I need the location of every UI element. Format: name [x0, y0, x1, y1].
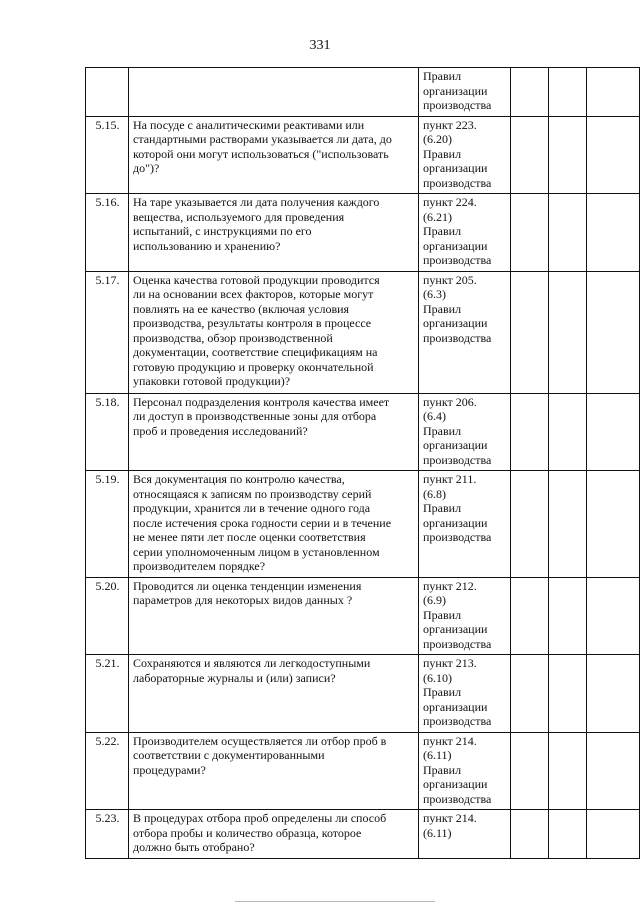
- note-cell: [587, 271, 640, 393]
- question-cell: [129, 68, 419, 117]
- note-cell: [587, 732, 640, 810]
- reference-cell: пункт 214. (6.11): [419, 810, 511, 859]
- note-cell: [587, 655, 640, 733]
- item-number: 5.23.: [86, 810, 129, 859]
- table-row: [86, 271, 640, 393]
- answer-no-cell: [549, 655, 587, 733]
- answer-yes-cell: [511, 271, 549, 393]
- answer-yes-cell: [511, 116, 549, 194]
- item-number: 5.16.: [86, 194, 129, 272]
- answer-no-cell: [549, 194, 587, 272]
- table-row: [86, 732, 640, 810]
- table-row: [86, 68, 640, 117]
- reference-cell: пункт 224. (6.21) Правил организации производства: [419, 194, 511, 272]
- answer-no-cell: [549, 732, 587, 810]
- note-cell: [587, 810, 640, 859]
- answer-yes-cell: [511, 732, 549, 810]
- answer-yes-cell: [511, 471, 549, 578]
- table-row: [86, 810, 640, 859]
- answer-no-cell: [549, 393, 587, 471]
- reference-cell: пункт 223. (6.20) Правил организации производства: [419, 116, 511, 194]
- item-number: 5.18.: [86, 393, 129, 471]
- question-cell: Оценка качества готовой продукции проводится ли на основании всех факторов, которые могут повлиять на ее качество (включая условия производства, результаты контроля в процессе производства, обзор производственной документации, соответствие спецификациям на готовую продукцию и проверку окончательной упаковки готовой продукции)?: [129, 271, 419, 393]
- note-cell: [587, 116, 640, 194]
- note-cell: [587, 68, 640, 117]
- answer-no-cell: [549, 577, 587, 655]
- question-cell: Производителем осуществляется ли отбор проб в соответствии с документированными процедурами?: [129, 732, 419, 810]
- item-number: 5.21.: [86, 655, 129, 733]
- note-cell: [587, 577, 640, 655]
- note-cell: [587, 471, 640, 578]
- answer-yes-cell: [511, 810, 549, 859]
- reference-cell: пункт 212. (6.9) Правил организации производства: [419, 577, 511, 655]
- answer-yes-cell: [511, 655, 549, 733]
- answer-yes-cell: [511, 577, 549, 655]
- question-cell: Вся документация по контролю качества, относящаяся к записям по производству серий продукции, хранится ли в течение одного года после истечения срока годности серии и в течение не менее пяти лет после оценки соответствия серии уполномоченным лицом в установленном производителем порядке?: [129, 471, 419, 578]
- page-number: 331: [309, 38, 331, 53]
- table-row: [86, 471, 640, 578]
- reference-cell: Правил организации производства: [419, 68, 511, 117]
- reference-cell: пункт 206. (6.4) Правил организации производства: [419, 393, 511, 471]
- reference-cell: пункт 211. (6.8) Правил организации производства: [419, 471, 511, 578]
- answer-yes-cell: [511, 393, 549, 471]
- table-row: [86, 655, 640, 733]
- reference-cell: пункт 205. (6.3) Правил организации производства: [419, 271, 511, 393]
- table-row: [86, 116, 640, 194]
- item-number: 5.15.: [86, 116, 129, 194]
- table-row: [86, 194, 640, 272]
- question-cell: В процедурах отбора проб определены ли способ отбора пробы и количество образца, которое должно быть отобрано?: [129, 810, 419, 859]
- item-number: 5.19.: [86, 471, 129, 578]
- answer-no-cell: [549, 271, 587, 393]
- question-cell: Персонал подразделения контроля качества имеет ли доступ в производственные зоны для отбора проб и проведения исследований?: [129, 393, 419, 471]
- question-cell: Проводится ли оценка тенденции изменения параметров для некоторых видов данных ?: [129, 577, 419, 655]
- question-cell: На таре указывается ли дата получения каждого вещества, используемого для проведения испытаний, с инструкциями по его использованию и хранению?: [129, 194, 419, 272]
- reference-cell: пункт 214. (6.11) Правил организации производства: [419, 732, 511, 810]
- answer-no-cell: [549, 116, 587, 194]
- answer-no-cell: [549, 471, 587, 578]
- answer-no-cell: [549, 810, 587, 859]
- answer-no-cell: [549, 68, 587, 117]
- note-cell: [587, 393, 640, 471]
- item-number: 5.17.: [86, 271, 129, 393]
- reference-cell: пункт 213. (6.10) Правил организации производства: [419, 655, 511, 733]
- answer-yes-cell: [511, 194, 549, 272]
- item-number: [86, 68, 129, 117]
- item-number: 5.20.: [86, 577, 129, 655]
- scan-edge-line: [235, 901, 435, 902]
- table-row: [86, 393, 640, 471]
- item-number: 5.22.: [86, 732, 129, 810]
- question-cell: Сохраняются и являются ли легкодоступными лабораторные журналы и (или) записи?: [129, 655, 419, 733]
- note-cell: [587, 194, 640, 272]
- table-row: [86, 577, 640, 655]
- question-cell: На посуде с аналитическими реактивами или стандартными растворами указывается ли дата, до которой они могут использоваться ("использовать до")?: [129, 116, 419, 194]
- checklist-table: [85, 67, 640, 859]
- answer-yes-cell: [511, 68, 549, 117]
